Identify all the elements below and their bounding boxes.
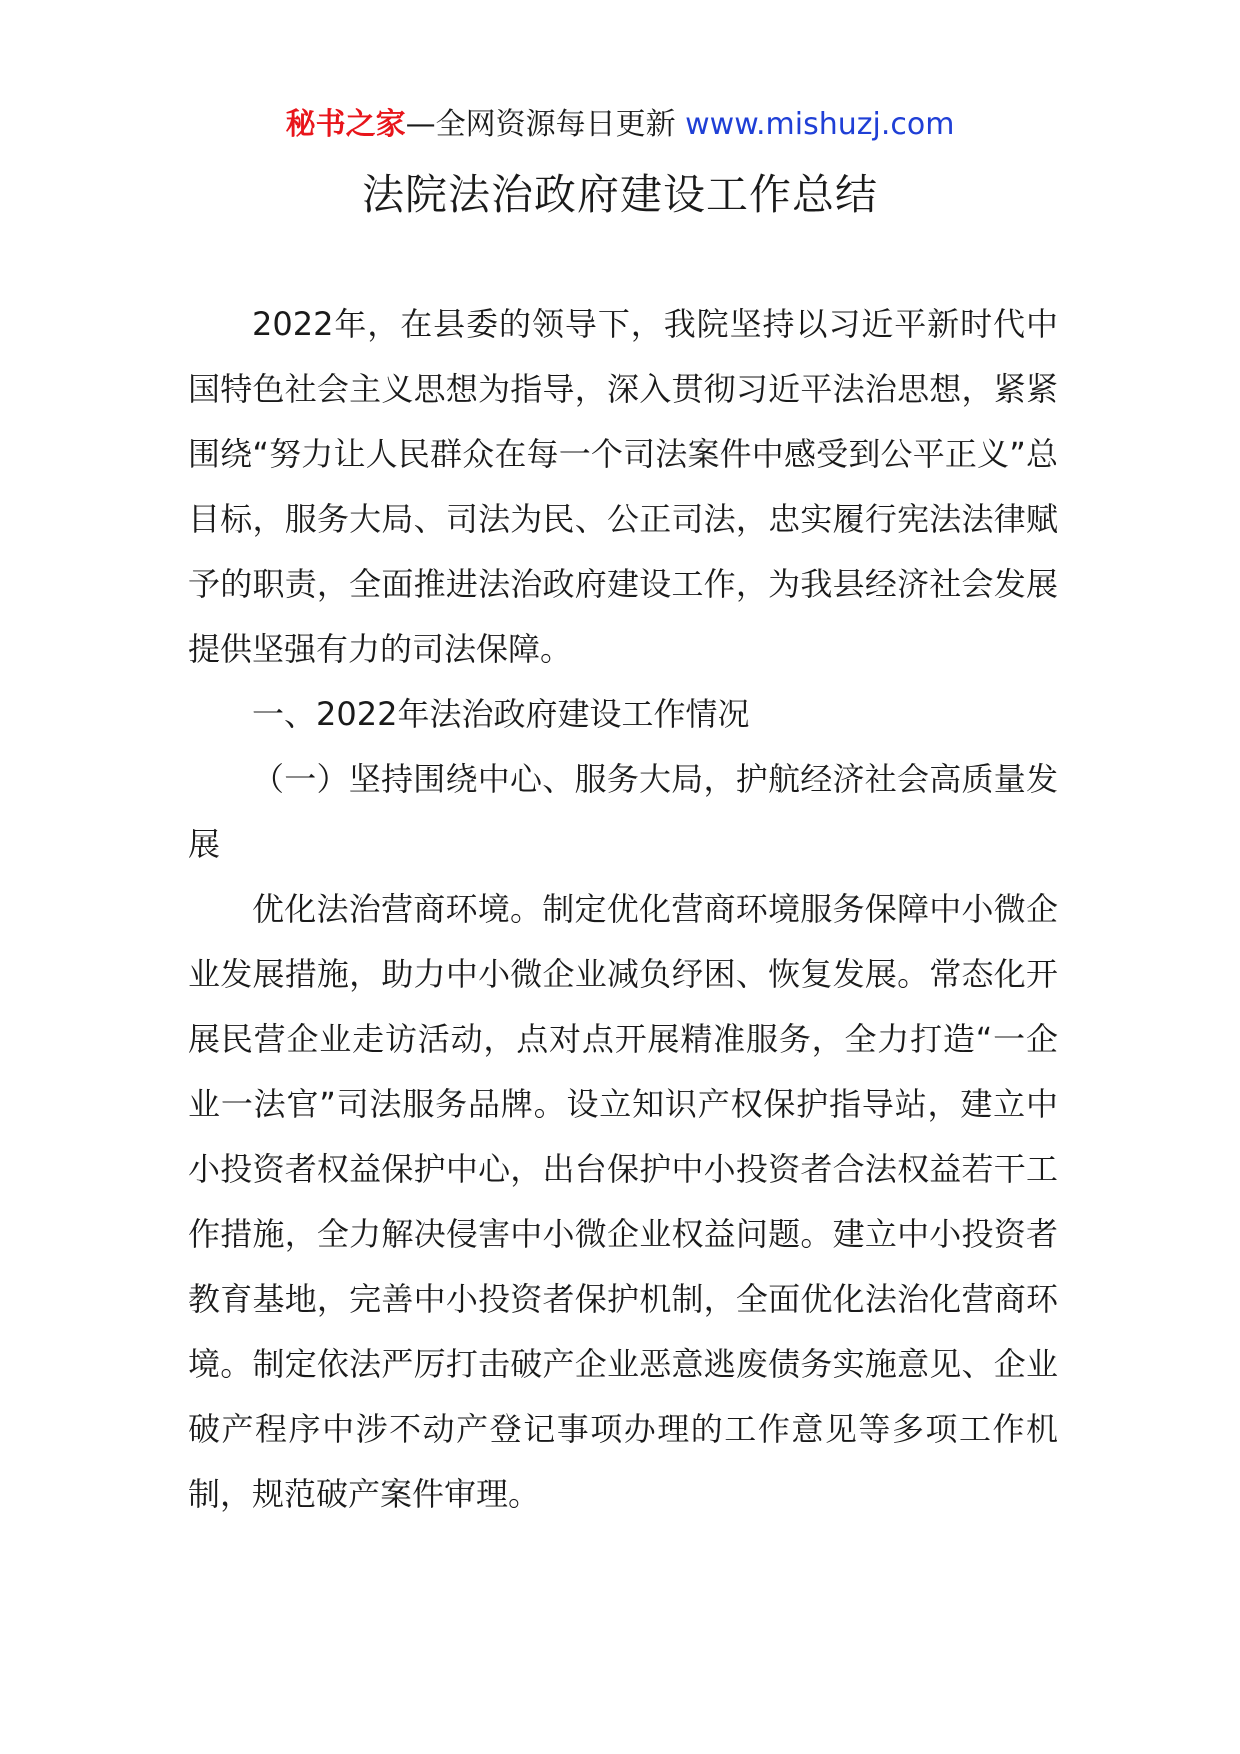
section-heading: 一、2022年法治政府建设工作情况 (252, 695, 750, 733)
header-banner (0, 100, 1240, 150)
document-body (188, 292, 1058, 1527)
paragraph-intro: 2022年，在县委的领导下，我院坚持以习近平新时代中国特色社会主义思想为指导，深入贯彻习近平法治思想，紧紧围绕“努力让人民群众在每一个司法案件中感受到公平正义”总目标，服务大局、司法为民、公正司法，忠实履行宪法法律赋予的职责，全面推进法治政府建设工作，为我县经济社会发展提供坚强有力的司法保障。 (188, 305, 1058, 668)
document-title: 法院法治政府建设工作总结 (361, 170, 878, 219)
subsection-heading: （一）坚持围绕中心、服务大局，护航经济社会高质量发展 (188, 760, 1058, 863)
header-tagline: —全网资源每日更新 (405, 107, 676, 142)
site-link[interactable]: www.mishuzj.com (685, 107, 955, 142)
paragraph-business-environment: 优化法治营商环境。制定优化营商环境服务保障中小微企业发展措施，助力中小微企业减负纾困、恢复发展。常态化开展民营企业走访活动，点对点开展精准服务，全力打造“一企业一法官”司法服务品牌。设立知识产权保护指导站，建立中小投资者权益保护中心，出台保护中小投资者合法权益若干工作措施，全力解决侵害中小微企业权益问题。建立中小投资者教育基地，完善中小投资者保护机制，全面优化法治化营商环境。制定依法严厉打击破产企业恶意逃废债务实施意见、企业破产程序中涉不动产登记事项办理的工作意见等多项工作机制，规范破产案件审理。 (188, 890, 1058, 1513)
brand-name: 秘书之家 (285, 107, 406, 142)
